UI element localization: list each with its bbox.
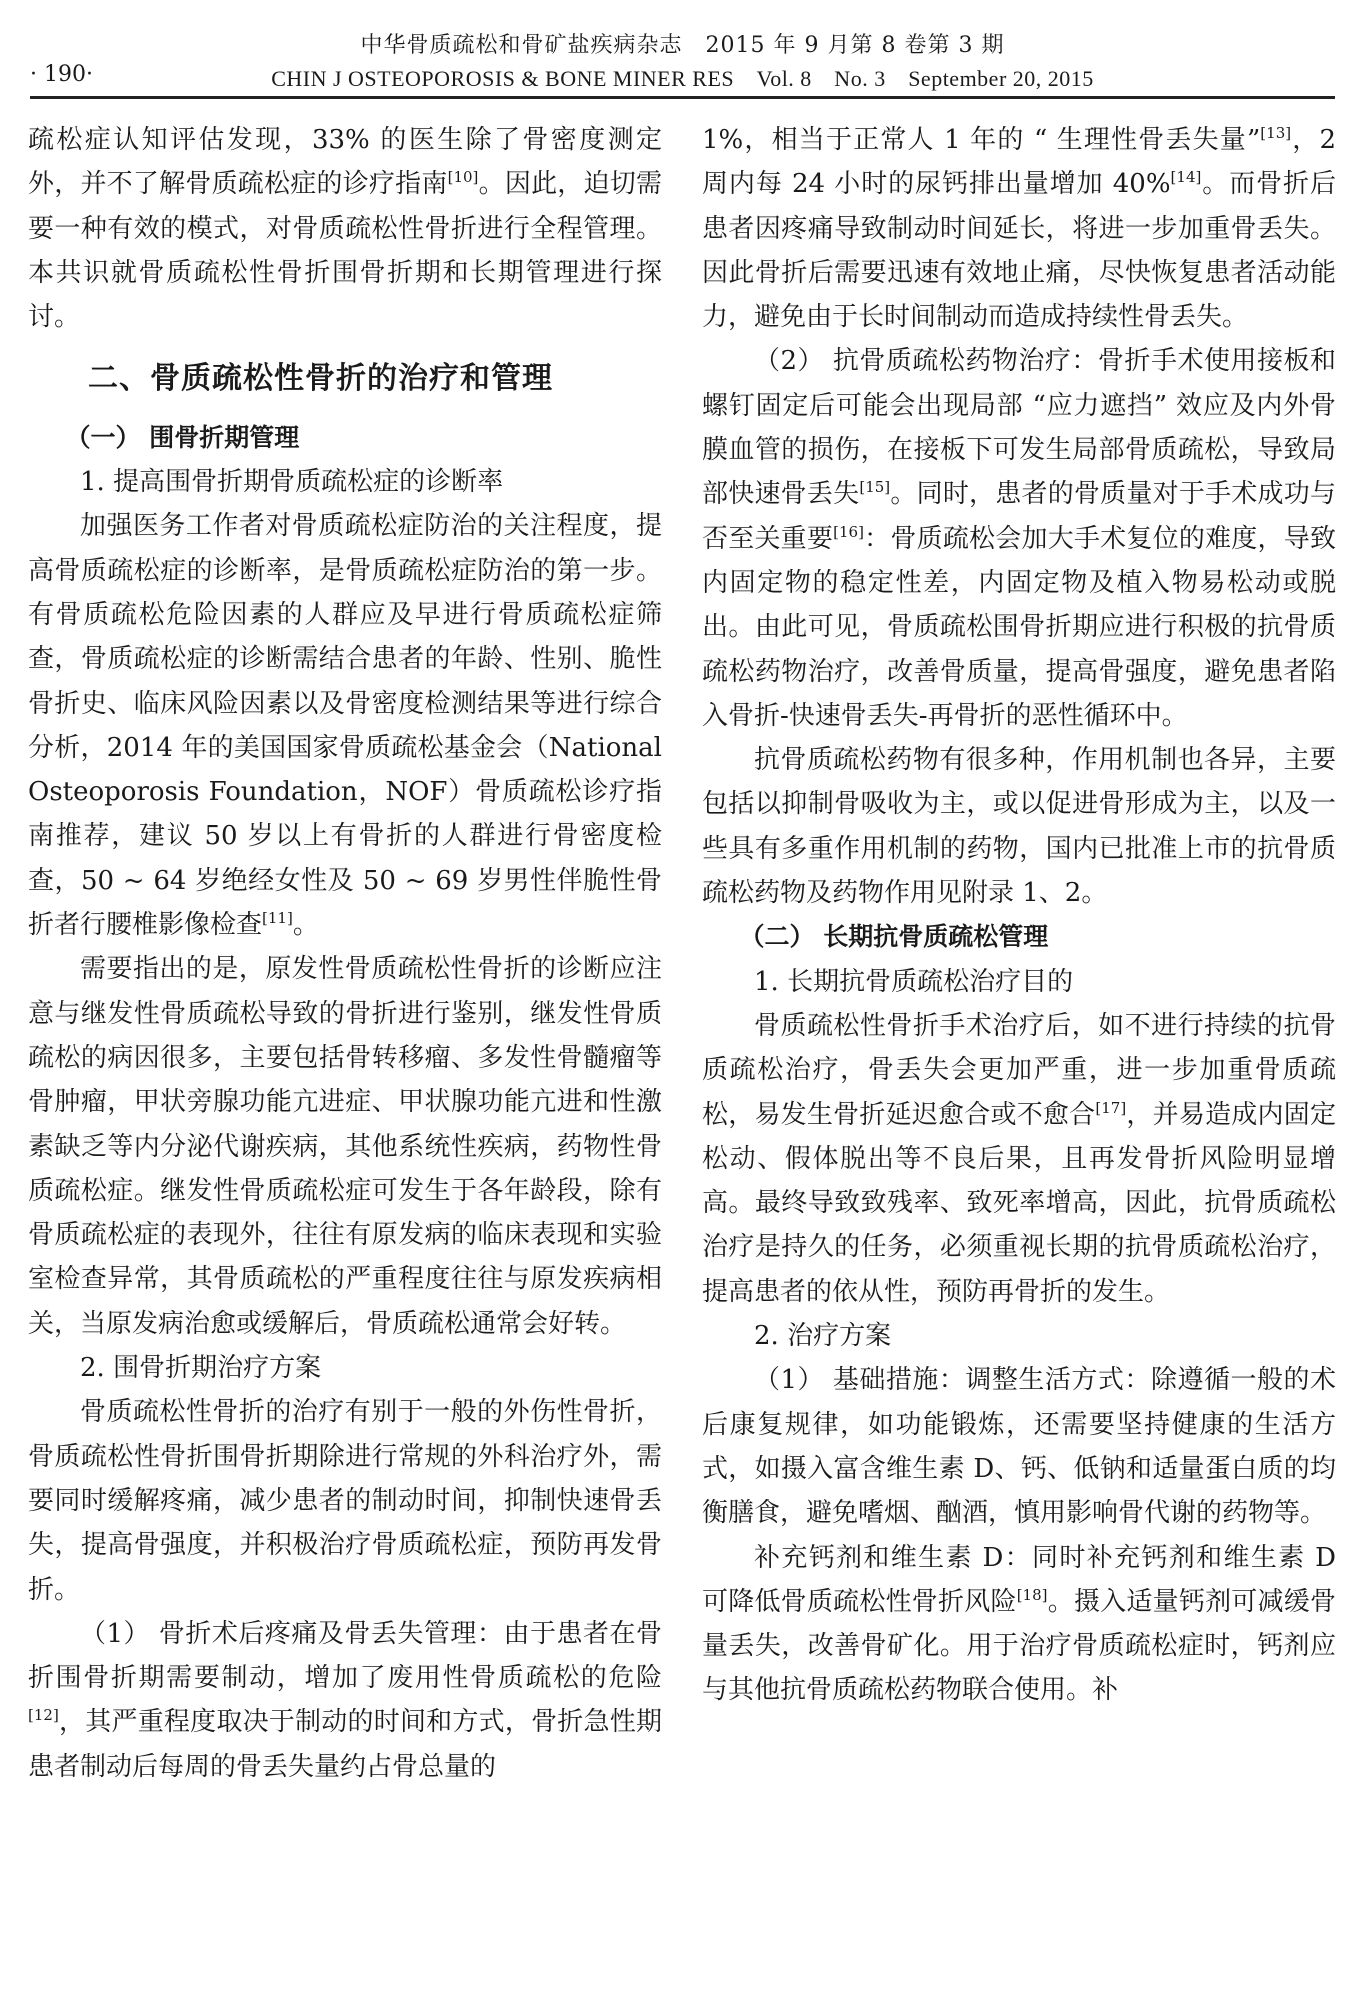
citation-ref[interactable]: [12]	[28, 1706, 59, 1725]
journal-title-en: CHIN J OSTEOPOROSIS & BONE MINER RES Vol. 8 No. 3 September 20, 2015	[271, 66, 1094, 91]
paragraph: 补充钙剂和维生素 D：同时补充钙剂和维生素 D 可降低骨质疏松性骨折风险[18]。摄入适量钙剂可减缓骨量丢失，改善骨矿化。用于治疗骨质疏松症时，钙剂应与其他抗骨质疏松药物联合使用。补	[702, 1542, 1336, 1706]
subsection-heading: （二） 长期抗骨质疏松管理	[739, 922, 1049, 952]
citation-ref[interactable]: [13]	[1260, 124, 1292, 142]
citation-ref[interactable]: [10]	[447, 168, 479, 187]
paragraph: 疏松症认知评估发现，33% 的医生除了骨密度测定外，并不了解骨质疏松症的诊疗指南[10]。因此，迫切需要一种有效的模式，对骨质疏松性骨折进行全程管理。本共识就骨质疏松性骨折围骨折期和长期管理进行探讨。	[28, 125, 662, 333]
paragraph: （1） 基础措施：调整生活方式：除遵循一般的术后康复规律，如功能锻炼，还需要坚持健康的生活方式，如摄入富含维生素 D、钙、低钠和适量蛋白质的均衡膳食，避免嗜烟、酗酒，慎用影响骨代谢的药物等。	[702, 1365, 1336, 1529]
paragraph: 骨质疏松性骨折手术治疗后，如不进行持续的抗骨质疏松治疗，骨丢失会更加严重，进一步加重骨质疏松，易发生骨折延迟愈合或不愈合[17]，并易造成内固定松动、假体脱出等不良后果，且再发骨折风险明显增高。最终导致致残率、致死率增高，因此，抗骨质疏松治疗是持久的任务，必须重视长期的抗骨质疏松治疗，提高患者的依从性，预防再骨折的发生。	[702, 1010, 1336, 1307]
subsection-heading: （一） 围骨折期管理	[65, 422, 300, 452]
citation-ref[interactable]: [14]	[1170, 168, 1202, 187]
header-rule	[30, 96, 1335, 99]
paragraph: 骨质疏松性骨折的治疗有别于一般的外伤性骨折，骨质疏松性骨折围骨折期除进行常规的外科治疗外，需要同时缓解疼痛，减少患者的制动时间，抑制快速骨丢失，提高骨强度，并积极治疗骨质疏松症，预防再发骨折。	[28, 1397, 662, 1605]
journal-title-cn: 中华骨质疏松和骨矿盐疾病杂志 2015 年 9 月第 8 卷第 3 期	[360, 33, 1005, 58]
paragraph: 抗骨质疏松药物有很多种，作用机制也各异，主要包括以抑制骨吸收为主，或以促进骨形成为主，以及一些具有多重作用机制的药物，国内已批准上市的抗骨质疏松药物及药物作用见附录 1、2。	[702, 745, 1336, 909]
sub-subsection-heading: 1. 提高围骨折期骨质疏松症的诊断率	[80, 467, 504, 498]
sub-subsection-heading: 1. 长期抗骨质疏松治疗目的	[754, 966, 1074, 997]
running-header	[30, 0, 1335, 105]
paragraph: （2） 抗骨质疏松药物治疗：骨折手术使用接板和螺钉固定后可能会出现局部 “应力遮挡” 效应及内外骨膜血管的损伤，在接板下可发生局部骨质疏松，导致局部快速骨丢失[15]。同时，患者的骨质量对于手术成功与否至关重要[16]：骨质疏松会加大手术复位的难度，导致内固定物的稳定性差，内固定物及植入物易松动或脱出。由此可见，骨质疏松围骨折期应进行积极的抗骨质疏松药物治疗，改善骨质量，提高骨强度，避免患者陷入骨折-快速骨丢失-再骨折的恶性循环中。	[702, 346, 1336, 731]
paragraph: 1%，相当于正常人 1 年的 “ 生理性骨丢失量”[13]，2 周内每 24 小时的尿钙排出量增加 40%[14]。而骨折后患者因疼痛导致制动时间延长，将进一步加重骨丢失。因此骨折后需要迅速有效地止痛，尽快恢复患者活动能力，避免由于长时间制动而造成持续性骨丢失。	[702, 124, 1337, 333]
citation-ref[interactable]: [11]	[262, 909, 293, 928]
sub-subsection-heading: 2. 治疗方案	[754, 1321, 892, 1352]
section-heading: 二、骨质疏松性骨折的治疗和管理	[88, 361, 553, 397]
citation-ref[interactable]: [15]	[859, 478, 891, 497]
paragraph: 加强医务工作者对骨质疏松症防治的关注程度，提高骨质疏松症的诊断率，是骨质疏松症防治的第一步。有骨质疏松危险因素的人群应及早进行骨质疏松症筛查，骨质疏松症的诊断需结合患者的年龄、性别、脆性骨折史、临床风险因素以及骨密度检测结果等进行综合分析，2014 年的美国国家骨质疏松基金会（National Osteoporosis Foundation，NOF）骨质疏松诊疗指南推荐，建议 50 岁以上有骨折的人群进行骨密度检查，50 ~ 64 岁绝经女性及 50 ~ 69 岁男性伴脆性骨折者行腰椎影像检查[11]。	[28, 511, 662, 941]
left-column	[28, 118, 662, 1789]
right-column	[702, 118, 1336, 1713]
paragraph: 需要指出的是，原发性骨质疏松性骨折的诊断应注意与继发性骨质疏松导致的骨折进行鉴别，继发性骨质疏松的病因很多，主要包括骨转移瘤、多发性骨髓瘤等骨肿瘤，甲状旁腺功能亢进症、甲状腺功能亢进和性激素缺乏等内分泌代谢疾病，其他系统性疾病，药物性骨质疏松症。继发性骨质疏松症可发生于各年龄段，除有骨质疏松症的表现外，往往有原发病的临床表现和实验室检查异常，其骨质疏松的严重程度往往与原发疾病相关，当原发病治愈或缓解后，骨质疏松通常会好转。	[28, 954, 662, 1339]
paragraph: （1） 骨折术后疼痛及骨丢失管理：由于患者在骨折围骨折期需要制动，增加了废用性骨质疏松的危险[12]，其严重程度取决于制动的时间和方式，骨折急性期患者制动后每周的骨丢失量约占骨总量的	[28, 1618, 662, 1782]
citation-ref[interactable]: [16]	[833, 522, 864, 541]
sub-subsection-heading: 2. 围骨折期治疗方案	[80, 1353, 322, 1384]
page-number: · 190·	[30, 62, 93, 87]
citation-ref[interactable]: [17]	[1095, 1098, 1127, 1117]
citation-ref[interactable]: [18]	[1016, 1585, 1048, 1604]
